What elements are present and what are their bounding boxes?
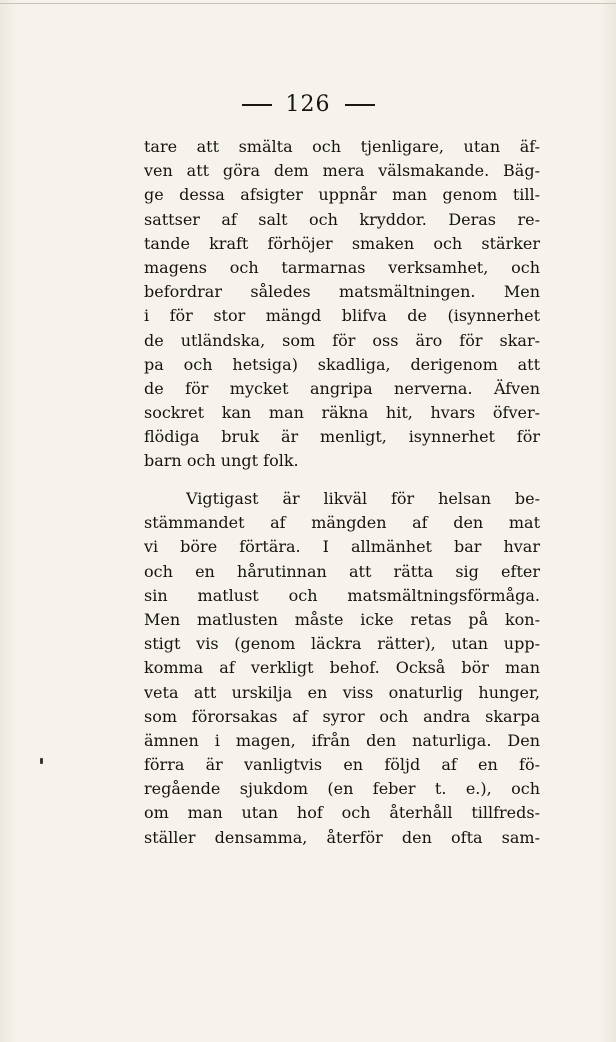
text-line: och en hårutinnan att rätta sig efter	[144, 561, 540, 581]
header-dash-right	[345, 104, 375, 106]
text-line: ven att göra dem mera välsmakande. Bäg-	[144, 161, 540, 181]
text-line: sin matlust och matsmältningsförmåga.	[144, 585, 540, 605]
text-line: magens och tarmarnas verksamhet, och	[144, 257, 540, 277]
paragraph-1	[144, 135, 540, 474]
text-line: Vigtigast är likväl för helsan be-	[186, 489, 540, 508]
text-line: vi böre förtära. I allmänhet bar hvar	[144, 537, 540, 557]
page-edge-rule	[0, 3, 616, 4]
text-line: de för mycket angripa nerverna. Äfven	[144, 378, 540, 398]
page-header	[0, 92, 616, 117]
text-line: förra är vanligtvis en följd af en fö-	[144, 755, 540, 775]
text-line: ge dessa afsigter uppnår man genom till-	[144, 185, 540, 205]
text-line: som förorsakas af syror och andra skarpa	[144, 706, 540, 726]
text-line: stämmandet af mängden af den mat	[144, 513, 540, 533]
margin-speck	[40, 758, 43, 764]
text-line: ställer densamma, återför den ofta sam-	[144, 827, 540, 847]
text-line: om man utan hof och återhåll tillfreds-	[144, 803, 540, 823]
text-line: komma af verkligt behof. Också bör man	[144, 658, 540, 678]
text-line: regående sjukdom (en feber t. e.), och	[144, 779, 540, 799]
header-dash-left	[242, 104, 272, 106]
text-line: tare att smälta och tjenligare, utan äf-	[144, 137, 540, 156]
text-line: pa och hetsiga) skadliga, derigenom att	[144, 354, 540, 374]
text-line: befordrar således matsmältningen. Men	[144, 282, 540, 302]
text-line: barn och ungt folk.	[144, 451, 299, 471]
text-line: ämnen i magen, ifrån den naturliga. Den	[144, 730, 540, 750]
paragraph-2	[144, 487, 540, 850]
text-line: sattser af salt och kryddor. Deras re-	[144, 209, 540, 229]
text-line: Men matlusten måste icke retas på kon-	[144, 609, 540, 629]
text-line: i för stor mängd blifva de (isynnerhet	[144, 306, 540, 326]
text-line: de utländska, som för oss äro för skar-	[144, 330, 540, 350]
text-line: sockret kan man räkna hit, hvars öfver-	[144, 403, 540, 423]
page-number: 126	[285, 92, 331, 117]
text-line: tande kraft förhöjer smaken och stärker	[144, 233, 540, 253]
text-line: stigt vis (genom läckra rätter), utan upp-	[144, 634, 540, 654]
text-line: flödiga bruk är menligt, isynnerhet för	[144, 427, 540, 447]
text-line: veta att urskilja en viss onaturlig hunger,	[144, 682, 540, 702]
